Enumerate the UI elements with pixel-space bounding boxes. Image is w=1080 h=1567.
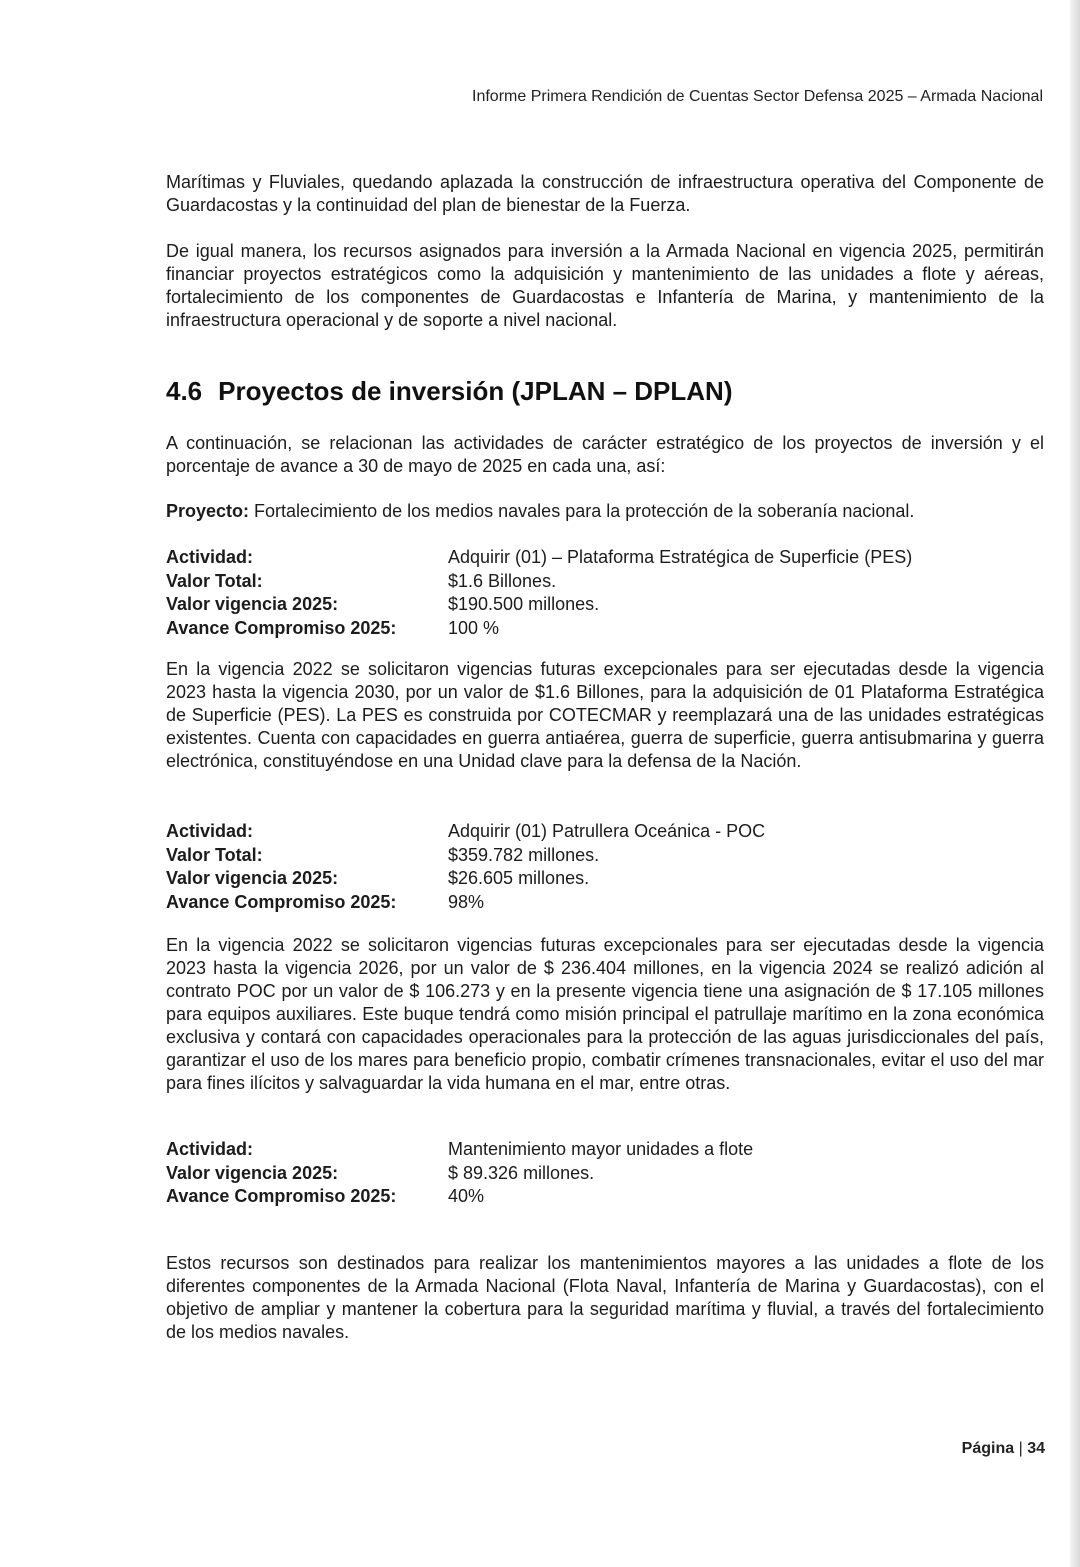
project-name: Fortalecimiento de los medios navales para la protección de la soberanía nacional. — [254, 501, 915, 521]
paragraph-investment — [166, 240, 1044, 332]
detail-label: Valor Total: — [166, 844, 263, 865]
section-title: Proyectos de inversión (JPLAN – DPLAN) — [218, 376, 733, 406]
paragraph-text: De igual manera, los recursos asignados para inversión a la Armada Nacional en vigencia 2025, permitirán financiar proyectos estratégicos como la adquisición y mantenimiento de las unidades a flote y aéreas, fortalecimiento de los componentes de Guardacostas e Infantería de Marina, y mantenimiento de la infraestructura operacional y de soporte a nivel nacional. — [166, 241, 1044, 330]
detail-row — [166, 617, 1026, 641]
project-label: Proyecto: — [166, 501, 250, 521]
detail-value: 98% — [448, 891, 485, 912]
activity-description-3 — [166, 1252, 1044, 1344]
detail-row — [166, 1185, 1026, 1209]
paragraph-text: Estos recursos son destinados para realizar los mantenimientos mayores a las unidades a flote de los diferentes componentes de la Armada Nacional (Flota Naval, Infantería de Marina y Guardacostas), con el objetivo de ampliar y mantener la cobertura para la seguridad marítima y fluvial, a través del fortalecimiento de los medios navales. — [166, 1253, 1044, 1342]
detail-label: Actividad: — [166, 1139, 254, 1159]
detail-label: Avance Compromiso 2025: — [166, 617, 397, 638]
section-number: 4.6 — [166, 376, 203, 406]
detail-value: Adquirir (01) – Plataforma Estratégica de Superficie (PES) — [448, 547, 913, 567]
detail-row — [166, 844, 1026, 868]
detail-label: Valor vigencia 2025: — [166, 868, 339, 888]
activity-description-1 — [166, 658, 1044, 773]
detail-value: $1.6 Billones. — [448, 570, 557, 591]
detail-label: Actividad: — [166, 547, 254, 567]
paragraph-text: A continuación, se relacionan las actividades de carácter estratégico de los proyectos de inversión y el porcentaje de avance a 30 de mayo de 2025 en cada una, así: — [166, 433, 1044, 476]
detail-value: Mantenimiento mayor unidades a flote — [448, 1139, 754, 1159]
detail-label: Valor vigencia 2025: — [166, 1162, 339, 1183]
page-footer — [962, 1440, 1045, 1458]
detail-value: 100 % — [448, 617, 500, 638]
detail-label: Avance Compromiso 2025: — [166, 891, 397, 912]
page-number: 34 — [1027, 1440, 1045, 1457]
detail-value: $359.782 millones. — [448, 844, 600, 865]
paragraph-text: En la vigencia 2022 se solicitaron vigencias futuras excepcionales para ser ejecutadas desde la vigencia 2023 hasta la vigencia 2030, por un valor de $1.6 Billones, para la adquisición de 01 Plataforma Estratégica de Superficie (PES). La PES es construida por COTECMAR y reemplazará una de las unidades estratégicas existentes. Cuenta con capacidades en guerra antiaérea, guerra de superficie, guerra antisubmarina y guerra electrónica, constituyéndose en una Unidad clave para la defensa de la Nación. — [166, 659, 1044, 771]
detail-label: Avance Compromiso 2025: — [166, 1186, 397, 1206]
detail-value: Adquirir (01) Patrullera Oceánica - POC — [448, 821, 766, 841]
activity-details-1 — [166, 546, 1026, 640]
detail-value: $ 89.326 millones. — [448, 1162, 595, 1183]
section-heading — [166, 376, 733, 407]
paragraph-intro-continuation — [166, 171, 1044, 217]
page-edge-shadow — [1070, 0, 1080, 1567]
page-separator: | — [1018, 1440, 1023, 1457]
activity-details-2 — [166, 820, 1026, 914]
detail-row — [166, 1138, 1026, 1162]
detail-row — [166, 891, 1026, 915]
detail-value: $26.605 millones. — [448, 868, 590, 888]
detail-row — [166, 1162, 1026, 1186]
detail-row — [166, 820, 1026, 844]
detail-row — [166, 546, 1026, 570]
activity-details-3 — [166, 1138, 1026, 1209]
detail-label: Valor vigencia 2025: — [166, 594, 339, 614]
paragraph-text: En la vigencia 2022 se solicitaron vigencias futuras excepcionales para ser ejecutadas desde la vigencia 2023 hasta la vigencia 2026, por un valor de $ 236.404 millones, en la vigencia 2024 se realizó adición al contrato POC por un valor de $ 106.273 y en la presente vigencia tiene una asignación de $ 17.105 millones para equipos auxiliares. Este buque tendrá como misión principal el patrullaje marítimo en la zona económica exclusiva y contará con capacidades operacionales para la protección de las aguas jurisdiccionales del país, garantizar el uso de los mares para beneficio propio, combatir crímenes transnacionales, evitar el uso del mar para fines ilícitos y salvaguardar la vida humana en el mar, entre otras. — [166, 935, 1044, 1093]
detail-value: 40% — [448, 1186, 485, 1206]
detail-row — [166, 570, 1026, 594]
detail-row — [166, 867, 1026, 891]
page-label: Página — [961, 1440, 1015, 1457]
detail-value: $190.500 millones. — [448, 594, 600, 614]
detail-label: Actividad: — [166, 821, 254, 841]
detail-row — [166, 593, 1026, 617]
activity-description-2 — [166, 934, 1044, 1095]
paragraph-text: Marítimas y Fluviales, quedando aplazada la construcción de infraestructura operativa del Componente de Guardacostas y la continuidad del plan de bienestar de la Fuerza. — [166, 172, 1044, 215]
running-header: Informe Primera Rendición de Cuentas Sector Defensa 2025 – Armada Nacional — [472, 88, 1043, 105]
detail-label: Valor Total: — [166, 570, 263, 591]
project-line — [166, 500, 1044, 523]
paragraph-section-intro — [166, 432, 1044, 478]
